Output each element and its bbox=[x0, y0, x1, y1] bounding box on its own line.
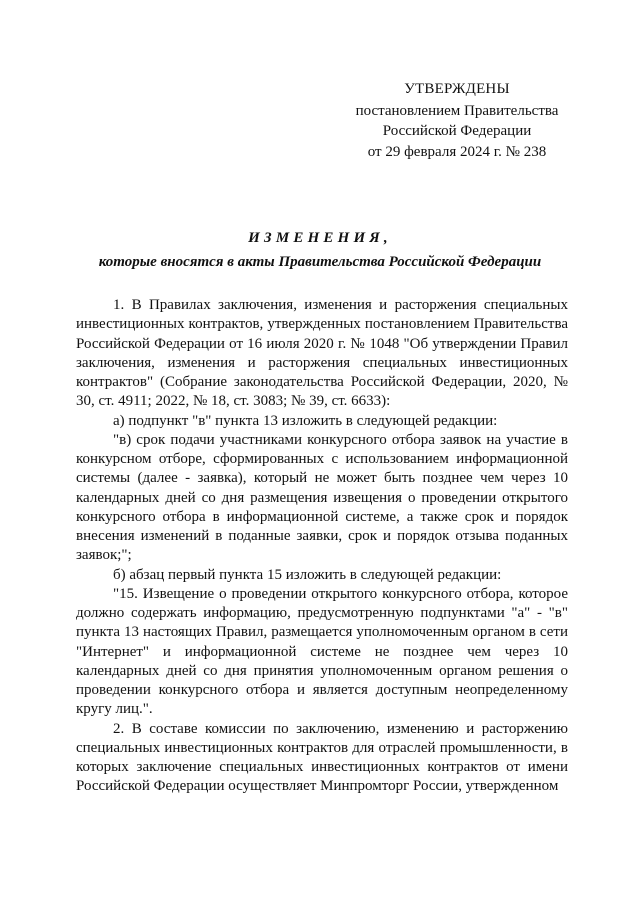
paragraph-3: "в) срок подачи участниками конкурсного отбора заявок на участие в конкурсном отборе, сформированных с использованием информационной системы (далее - заявка), который не может быть позднее чем через 10 календарных дней со дня размещения извещения о проведении открытого конкурсного отбора в информационной системе, а также срок и порядок внесения изменений в поданные заявки, срок и порядок отзыва поданных заявок;"; bbox=[76, 431, 568, 564]
document-body bbox=[76, 296, 568, 797]
paragraph-2: а) подпункт "в" пункта 13 изложить в следующей редакции: bbox=[113, 412, 498, 429]
approval-line-3: от 29 февраля 2024 г. № 238 bbox=[367, 143, 547, 160]
paragraph-1: 1. В Правилах заключения, изменения и расторжения специальных инвестиционных контрактов, утвержденных постановлением Правительства Российской Федерации от 16 июля 2020 г. № 1048 "Об утверждении Правил заключения, изменения и расторжения специальных инвестиционных контрактов" (Собрание законодательства Российской Федерации, 2020, № 30, ст. 4911; 2022, № 18, ст. 3083; № 39, ст. 6633): bbox=[76, 297, 568, 410]
approval-line-1: постановлением Правительства bbox=[355, 102, 559, 119]
approval-line-2: Российской Федерации bbox=[382, 123, 532, 139]
document-subtitle: которые вносятся в акты Правительства Российской Федерации bbox=[98, 254, 542, 270]
paragraph-6: 2. В составе комиссии по заключению, изменению и расторжению специальных инвестиционных контрактов для отраслей промышленности, в которых заключение специальных инвестиционных контрактов от имени Российской Федерации осуществляет Минпромторг России, утвержденном bbox=[76, 720, 568, 795]
approval-stamp bbox=[340, 79, 574, 162]
document-title: ИЗМЕНЕНИЯ, bbox=[248, 230, 392, 246]
approval-heading: УТВЕРЖДЕНЫ bbox=[404, 81, 510, 97]
paragraph-5: "15. Извещение о проведении открытого конкурсного отбора, которое должно содержать информацию, предусмотренную подпунктами "а" - "в" пункта 13 настоящих Правил, размещается уполномоченным органом в сети "Интернет" и информационной системе не позднее чем через 10 календарных дней со дня принятия уполномоченным органом решения о проведении конкурсного отбора и является доступным неопределенному кругу лиц.". bbox=[76, 585, 568, 718]
paragraph-4: б) абзац первый пункта 15 изложить в следующей редакции: bbox=[113, 566, 502, 583]
